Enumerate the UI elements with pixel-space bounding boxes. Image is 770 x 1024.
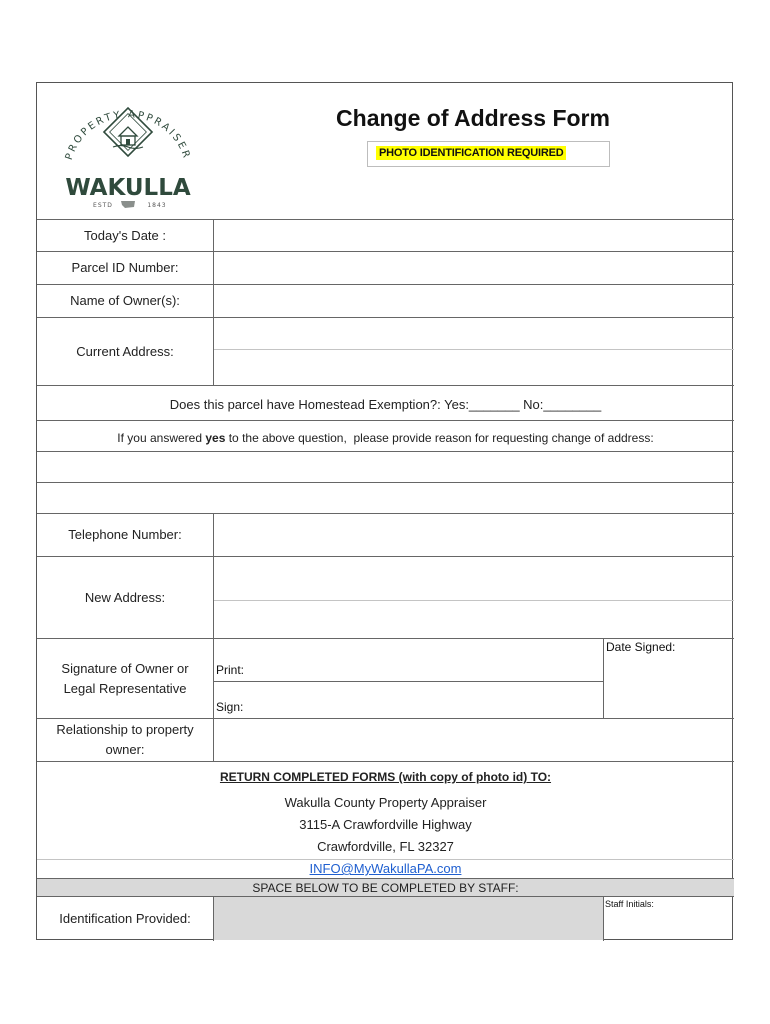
staff-initials-area[interactable] (604, 909, 733, 940)
sign-label: Sign: (216, 700, 244, 714)
identification-input-area[interactable] (214, 897, 603, 940)
todays-date-label: Today's Date : (84, 227, 166, 243)
parcel-id-label: Parcel ID Number: (71, 260, 179, 275)
date-signed-label: Date Signed: (606, 640, 676, 654)
logo-name: WAKULLA (65, 175, 191, 201)
reason-line1-input[interactable] (38, 452, 733, 481)
return-heading: RETURN COMPLETED FORMS (with copy of photo id) TO: (219, 770, 552, 784)
page-title: Change of Address Form (336, 105, 610, 131)
new-address-line1-input[interactable] (214, 558, 733, 599)
reason-prompt-yes: yes (205, 431, 226, 445)
telephone-input[interactable] (214, 515, 733, 555)
print-label: Print: (216, 663, 245, 677)
homestead-question: Does this parcel have Homestead Exemption?: Yes:_______ No:________ (169, 397, 602, 412)
staff-initials-label: Staff Initials: (605, 899, 654, 909)
staff-heading: SPACE BELOW TO BE COMPLETED BY STAFF: (37, 879, 734, 896)
new-address-label: New Address: (84, 589, 166, 605)
telephone-label: Telephone Number: (68, 527, 182, 542)
change-of-address-form (36, 82, 733, 940)
logo-arc-text: PROPERTY APPRAISER (63, 109, 193, 162)
reason-prompt-pre: If you answered (117, 431, 206, 445)
photo-id-notice-box (367, 141, 610, 167)
photo-id-notice: PHOTO IDENTIFICATION REQUIRED (376, 146, 566, 160)
date-signed-input[interactable] (605, 659, 733, 715)
current-address-label: Current Address: (76, 343, 174, 359)
return-address-line2: 3115-A Crawfordville Highway (299, 817, 472, 832)
sign-input[interactable] (251, 696, 601, 716)
signature-label: Signature of Owner or Legal Representative (61, 660, 189, 696)
reason-prompt (37, 429, 734, 447)
svg-text:PROPERTY APPRAISER (64, 109, 192, 161)
return-address-line1: Wakulla County Property Appraiser (284, 795, 487, 810)
current-address-line1-input[interactable] (214, 319, 733, 348)
wakulla-logo (43, 91, 213, 209)
logo-estd: ESTD (93, 202, 113, 209)
relationship-label: Relationship to property owner: (56, 722, 194, 757)
print-name-input[interactable] (251, 659, 601, 679)
reason-line2-input[interactable] (38, 483, 733, 512)
return-email-row (37, 860, 734, 878)
current-address-line2-input[interactable] (214, 351, 733, 384)
new-address-line2-input[interactable] (214, 602, 733, 637)
reason-prompt-post: to the above question, please provide reason for requesting change of address: (225, 431, 654, 445)
todays-date-input[interactable] (214, 221, 733, 250)
owner-name-label: Name of Owner(s): (70, 293, 180, 308)
relationship-input[interactable] (214, 720, 733, 760)
return-address-line3: Crawfordville, FL 32327 (317, 839, 454, 854)
owner-name-input[interactable] (214, 286, 733, 316)
parcel-id-input[interactable] (214, 253, 733, 283)
return-email-link[interactable]: INFO@MyWakullaPA.com (309, 861, 462, 876)
identification-label: Identification Provided: (59, 910, 191, 926)
logo-year: 1843 (147, 202, 167, 209)
